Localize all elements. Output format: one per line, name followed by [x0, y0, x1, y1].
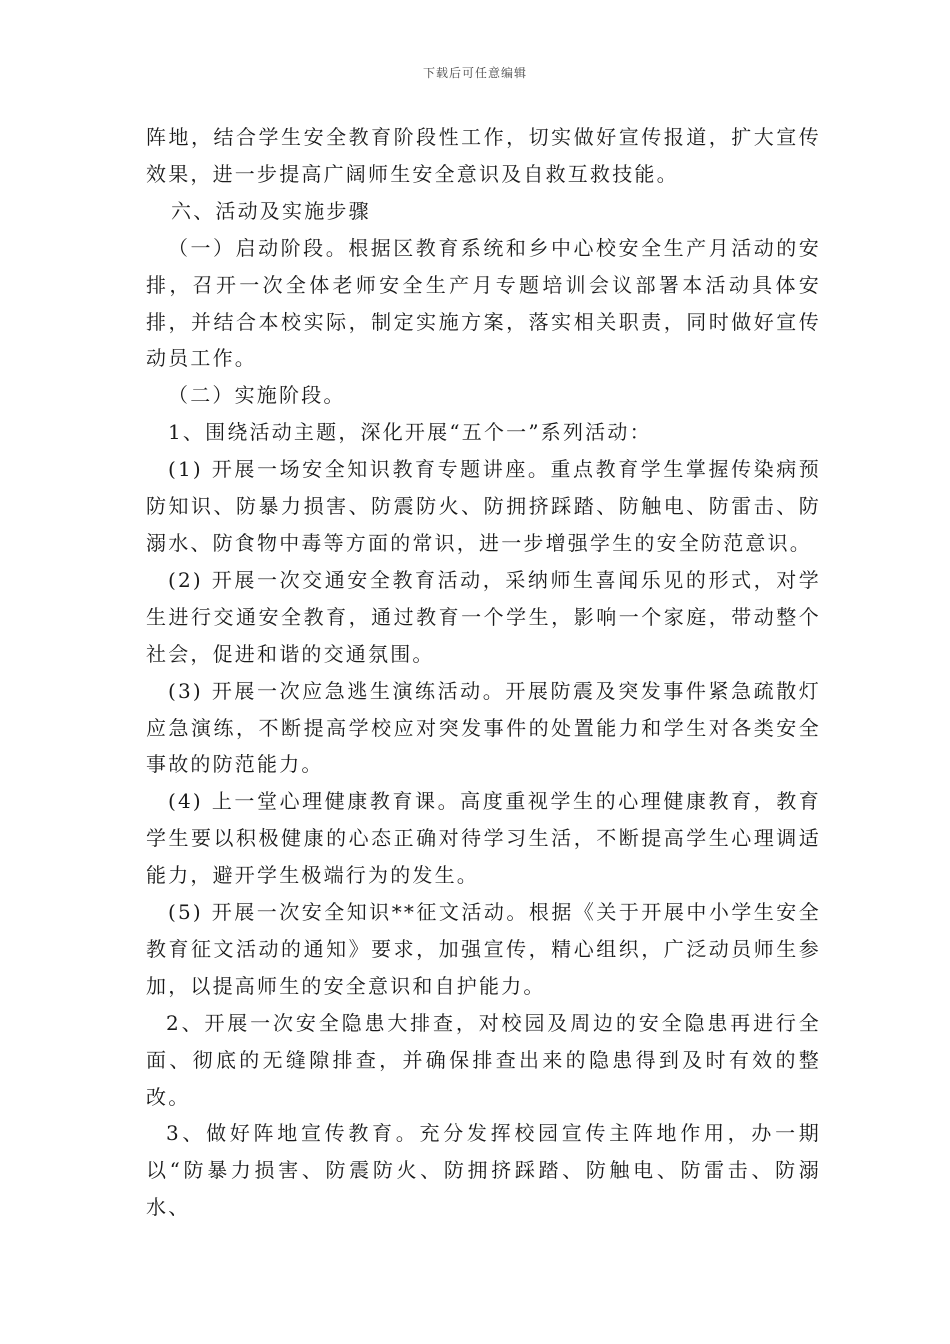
paragraph-item-1: 1、围绕活动主题，深化开展“五个一”系列活动：	[168, 420, 652, 445]
paragraph-subitem-3: (3) 开展一次应急逃生演练活动。开展防震及突发事件紧急疏散灯应急演练，不断提高学校应对突发事件的处置能力和学生对各类安全事故的防范能力。	[146, 678, 821, 777]
document-body	[146, 119, 821, 1226]
paragraph-subitem-2: (2) 开展一次交通安全教育活动，采纳师生喜闻乐见的形式，对学生进行交通安全教育，通过教育一个学生，影响一个家庭，带动整个社会，促进和谐的交通氛围。	[146, 567, 821, 666]
paragraph-item-2: 2、开展一次安全隐患大排查，对校园及周边的安全隐患再进行全面、彻底的无缝隙排查，并确保排查出来的隐患得到及时有效的整改。	[146, 1010, 821, 1109]
section-heading-activity-steps: 六、活动及实施步骤	[171, 198, 371, 223]
paragraph-subitem-4: (4) 上一堂心理健康教育课。高度重视学生的心理健康教育，教育学生要以积极健康的心态正确对待学习生活，不断提高学生心理调适能力，避开学生极端行为的发生。	[146, 789, 821, 888]
paragraph-subitem-1: (1) 开展一场安全知识教育专题讲座。重点教育学生掌握传染病预防知识、防暴力损害、防震防火、防拥挤踩踏、防触电、防雷击、防溺水、防食物中毒等方面的常识，进一步增强学生的安全防范意识。	[146, 457, 821, 555]
paragraph-subitem-5: (5) 开展一次安全知识**征文活动。根据《关于开展中小学生安全教育征文活动的通知》要求，加强宣传，精心组织，广泛动员师生参加，以提高师生的安全意识和自护能力。	[146, 900, 821, 998]
paragraph-launch-stage: （一）启动阶段。根据区教育系统和乡中心校安全生产月活动的安排，召开一次全体老师安全生产月专题培训会议部署本活动具体安排，并结合本校实际，制定实施方案，落实相关职责，同时做好宣传动员工作。	[146, 235, 821, 371]
paragraph-implementation-stage: （二）实施阶段。	[168, 383, 346, 408]
paragraph-item-3: 3、做好阵地宣传教育。充分发挥校园宣传主阵地作用，办一期以“防暴力损害、防震防火、防拥挤踩踏、防触电、防雷击、防溺水、	[146, 1121, 821, 1220]
page-header-note: 下载后可任意编辑	[422, 66, 527, 80]
paragraph-continuation: 阵地，结合学生安全教育阶段性工作，切实做好宣传报道，扩大宣传效果，进一步提高广阔师生安全意识及自救互救技能。	[146, 125, 821, 186]
